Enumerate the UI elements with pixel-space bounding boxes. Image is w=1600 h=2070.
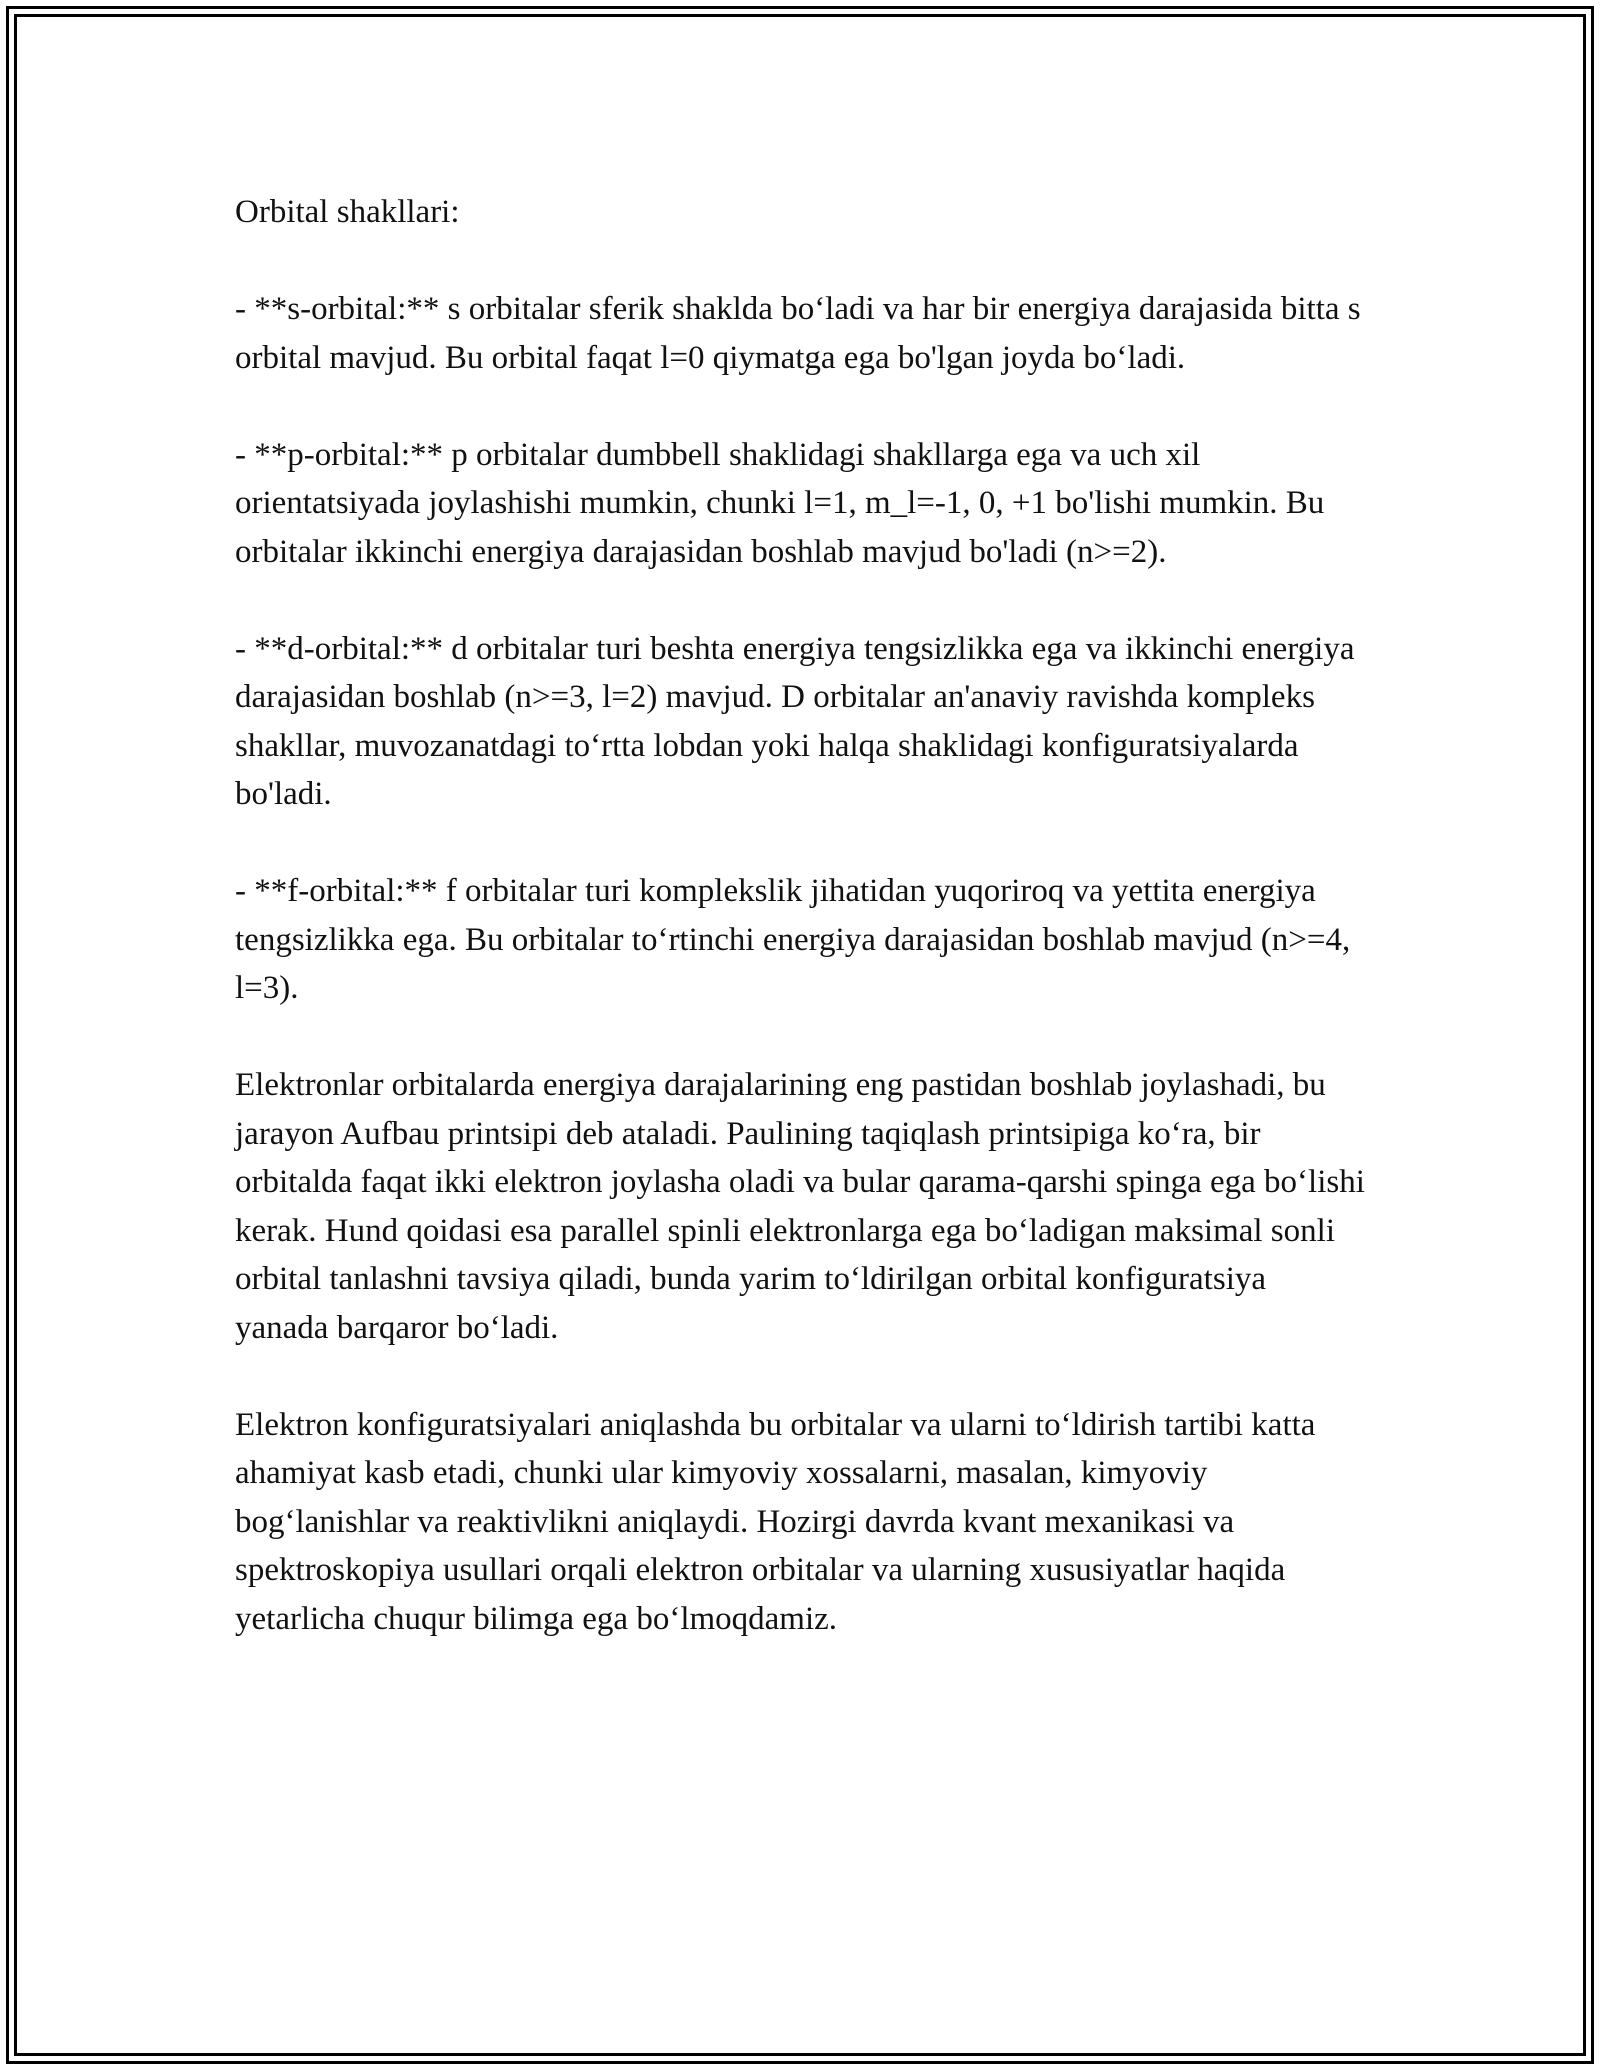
document-heading: Orbital shakllari: [235,194,460,230]
paragraph-filling-rules: Elektronlar orbitalarda energiya darajalarining eng pastidan boshlab joylashadi, bu jarayon Aufbau printsipi deb ataladi. Paulining taqiqlash printsipiga ko‘ra, bir orbitalda faqat ikki elektron joylasha oladi va bular qarama-qarshi spinga ega bo‘lishi kerak. Hund qoidasi esa parallel spinli elektronlarga ega bo‘ladigan maksimal sonli orbital tanlashni tavsiya qiladi, bunda yarim to‘ldirilgan orbital konfiguratsiya yanada barqaror bo‘ladi. [235,1067,1365,1346]
paragraph-s-orbital: - **s-orbital:** s orbitalar sferik shaklda bo‘ladi va har bir energiya darajasida bitta s orbital mavjud. Bu orbital faqat l=0 qiymatga ega bo'lgan joyda bo‘ladi. [235,291,1361,376]
paragraph-conclusion: Elektron konfiguratsiyalari aniqlashda bu orbitalar va ularni to‘ldirish tartibi katta ahamiyat kasb etadi, chunki ular kimyoviy xossalarni, masalan, kimyoviy bog‘lanishlar va reaktivlikni aniqlaydi. Hozirgi davrda kvant mexanikasi va spektroskopiya usullari orqali elektron orbitalar va ularning xususiyatlar haqida yetarlicha chuqur bilimga ega bo‘lmoqdamiz. [235,1406,1316,1637]
document-body [235,188,1365,1692]
paragraph-f-orbital: - **f-orbital:** f orbitalar turi komplekslik jihatidan yuqoriroq va yettita energiya tengsizlikka ega. Bu orbitalar to‘rtinchi energiya darajasidan boshlab mavjud (n>=4, l=3). [235,873,1351,1006]
paragraph-p-orbital: - **p-orbital:** p orbitalar dumbbell shaklidagi shakllarga ega va uch xil orientatsiyada joylashishi mumkin, chunki l=1, m_l=-1, 0, +1 bo'lishi mumkin. Bu orbitalar ikkinchi energiya darajasidan boshlab mavjud bo'ladi (n>=2). [235,436,1325,570]
paragraph-d-orbital: - **d-orbital:** d orbitalar turi beshta energiya tengsizlikka ega va ikkinchi energiya darajasidan boshlab (n>=3, l=2) mavjud. D orbitalar an'anaviy ravishda kompleks shakllar, muvozanatdagi to‘rtta lobdan yoki halqa shaklidagi konfiguratsiyalarda bo'ladi. [235,630,1355,812]
